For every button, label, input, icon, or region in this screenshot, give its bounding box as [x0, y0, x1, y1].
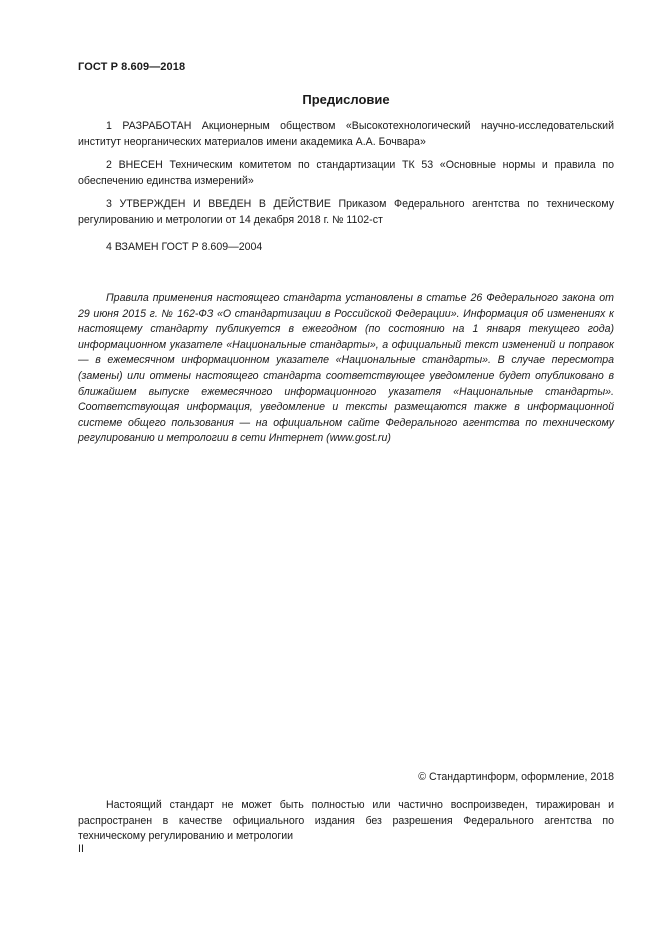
reproduction-notice: Настоящий стандарт не может быть полностью или частично воспроизведен, тиражирован и распространен в качестве официального издания без разрешения Федерального агентства по техническому регулированию и метрологии — [78, 799, 614, 843]
preface-item-introduced: 2 ВНЕСЕН Техническим комитетом по стандартизации ТК 53 «Основные нормы и правила по обеспечению единства измерений» — [78, 159, 614, 187]
copyright-line: © Стандартинформ, оформление, 2018 — [418, 771, 614, 783]
preface-item-developed: 1 РАЗРАБОТАН Акционерным обществом «Высокотехнологический научно-исследовательский институт неорганических материалов имени академика А.А. Бочвара» — [78, 120, 614, 148]
application-rules-note: Правила применения настоящего стандарта установлены в статье 26 Федерального закона от 29 июня 2015 г. № 162-ФЗ «О стандартизации в Российской Федерации». Информация об изменениях к настоящему стандарту публикуется в ежегодном (по состоянию на 1 января текущего года) информационном указателе «Национальные стандарты», а официальный текст изменений и поправок — в ежемесячном информационном указателе «Национальные стандарты». В случае пересмотра (замены) или отмены настоящего стандарта соответствующее уведомление будет опубликовано в ближайшем выпуске ежемесячного информационного указателя «Национальные стандарты». Соответствующая информация, уведомление и тексты размещаются также в информационной системе общего пользования — на официальном сайте Федерального агентства по техническому регулированию и метрологии в сети Интернет (www.gost.ru) — [78, 292, 614, 445]
preface-item-approved: 3 УТВЕРЖДЕН И ВВЕДЕН В ДЕЙСТВИЕ Приказом Федерального агентства по техническому регулированию и метрологии от 14 декабря 2018 г. № 1102-ст — [78, 198, 614, 226]
preface-title: Предисловие — [302, 92, 390, 107]
preface-item-replaced: 4 ВЗАМЕН ГОСТ Р 8.609—2004 — [106, 241, 263, 253]
standard-header: ГОСТ Р 8.609—2018 — [78, 61, 186, 73]
page-number: II — [78, 843, 84, 855]
